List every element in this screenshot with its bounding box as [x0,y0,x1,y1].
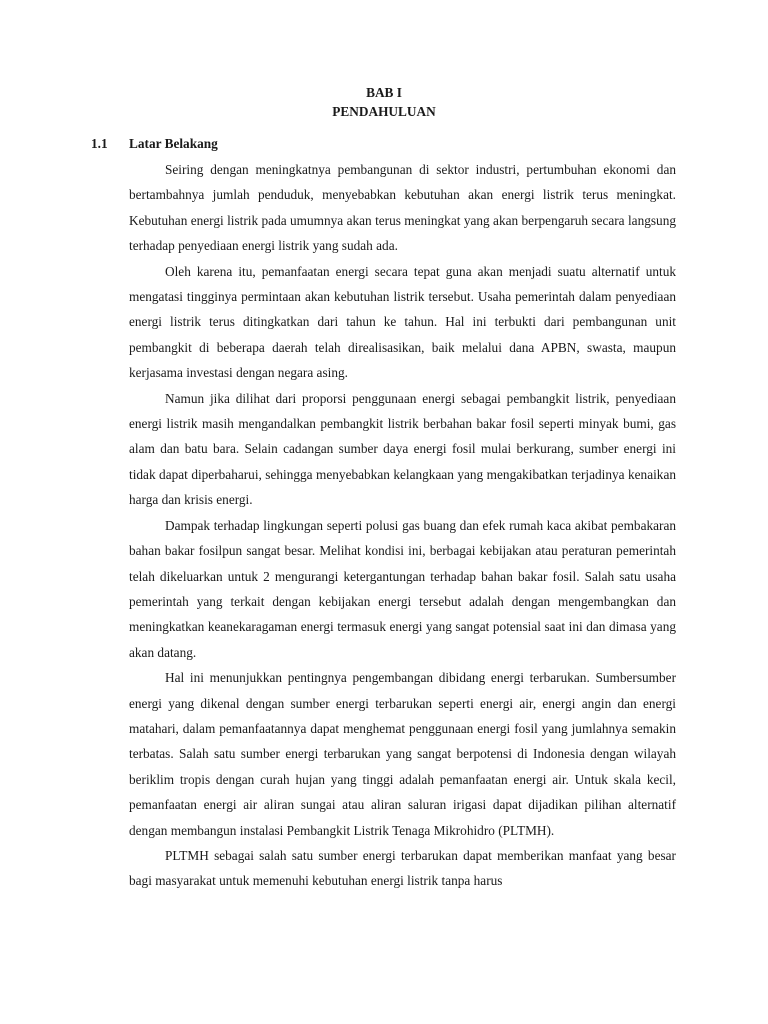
section-title: Latar Belakang [129,136,218,151]
chapter-label: BAB I [366,85,402,100]
paragraph: Namun jika dilihat dari proporsi penggunaan energi sebagai pembangkit listrik, penyediaan energi listrik masih mengandalkan pembangkit listrik berbahan bakar fosil seperti minyak bumi, gas alam dan batu bara. Selain cadangan sumber daya energi fosil mulai berkurang, sumber energi ini tidak dapat diperbaharui, sehingga menyebabkan kelangkaan yang mengakibatkan terjadinya kenaikan harga dan krisis energi. [129,390,676,508]
paragraph: Oleh karena itu, pemanfaatan energi secara tepat guna akan menjadi suatu alternatif untuk mengatasi tingginya permintaan akan kebutuhan listrik tersebut. Usaha pemerintah dalam penyediaan energi listrik terus ditingkatkan dari tahun ke tahun. Hal ini terbukti dari pembangunan unit pembangkit di beberapa daerah telah direalisasikan, baik melalui dana APBN, swasta, maupun kerjasama investasi dengan negara asing. [129,263,676,381]
paragraph: Hal ini menunjukkan pentingnya pengembangan dibidang energi terbarukan. Sumbersumber energi yang dikenal dengan sumber energi terbarukan seperti energi air, energi angin dan energi matahari, dalam pemanfaatannya dapat menghemat penggunaan energi fosil yang jumlahnya semakin terbatas. Salah satu sumber energi terbarukan yang sangat berpotensi di Indonesia dengan wilayah beriklim tropis dengan curah hujan yang tinggi adalah pemanfaatan energi air. Untuk skala kecil, pemanfaatan energi air aliran sungai atau aliran saluran irigasi dapat dijadikan pilihan alternatif dengan membangun instalasi Pembangkit Listrik Tenaga Mikrohidro (PLTMH). [129,670,676,838]
section-heading [91,135,691,153]
body-text [129,157,676,894]
paragraph: Seiring dengan meningkatnya pembangunan di sektor industri, pertumbuhan ekonomi dan bertambahnya jumlah penduduk, menyebabkan kebutuhan akan energi listrik terus meningkat. Kebutuhan energi listrik pada umumnya akan terus meningkat yang akan berpengaruh secara langsung terhadap penyediaan energi listrik yang sudah ada. [129,162,676,254]
chapter-title: PENDAHULUAN [332,104,436,119]
paragraph: PLTMH sebagai salah satu sumber energi terbarukan dapat memberikan manfaat yang besar bagi masyarakat untuk memenuhi kebutuhan energi listrik tanpa harus [129,847,676,889]
section-number: 1.1 [91,136,108,151]
paragraph: Dampak terhadap lingkungan seperti polusi gas buang dan efek rumah kaca akibat pembakaran bahan bakar fosilpun sangat besar. Melihat kondisi ini, berbagai kebijakan atau peraturan pemerintah telah dikeluarkan untuk 2 mengurangi ketergantungan terhadap bahan bakar fosil. Salah satu usaha pemerintah yang terkait dengan kebijakan energi tersebut adalah dengan mengembangkan dan meningkatkan keanekaragaman energi termasuk energi yang sangat potensial saat ini dan dimasa yang akan datang. [129,517,676,660]
